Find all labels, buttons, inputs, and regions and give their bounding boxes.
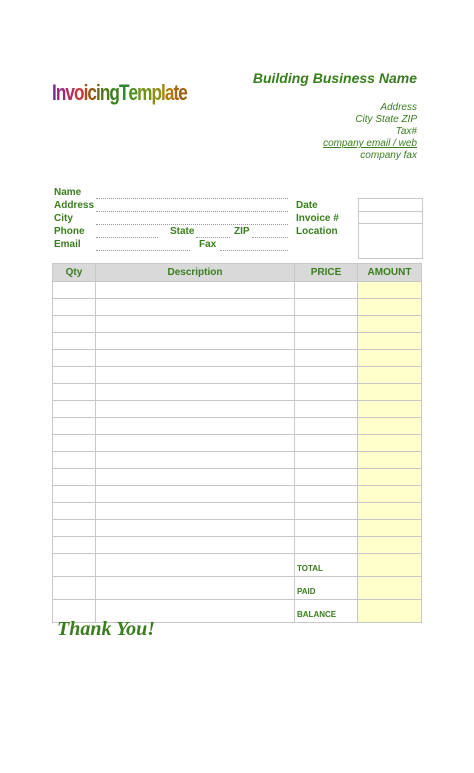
logo-letter: i: [83, 80, 88, 105]
item-amount-cell[interactable]: [358, 333, 422, 350]
logo-letter: v: [65, 80, 75, 105]
table-row: [53, 469, 422, 486]
phone-field[interactable]: [96, 237, 158, 238]
bill-to-email-label: Email: [54, 239, 81, 250]
item-amount-cell[interactable]: [358, 418, 422, 435]
item-description-cell[interactable]: [96, 520, 295, 537]
date-field[interactable]: [358, 198, 423, 212]
item-price-cell[interactable]: [295, 282, 358, 299]
item-amount-cell[interactable]: [358, 401, 422, 418]
item-qty-cell[interactable]: [53, 367, 96, 384]
table-row: [53, 299, 422, 316]
item-price-cell[interactable]: [295, 435, 358, 452]
item-amount-cell[interactable]: [358, 486, 422, 503]
item-price-cell[interactable]: [295, 401, 358, 418]
item-amount-cell[interactable]: [358, 469, 422, 486]
logo-letter: l: [161, 80, 165, 105]
logo-letter: p: [151, 80, 162, 105]
state-field[interactable]: [196, 237, 230, 238]
logo-letter: o: [74, 80, 84, 105]
table-row: [53, 486, 422, 503]
item-amount-cell[interactable]: [358, 537, 422, 554]
description-header: Description: [96, 264, 295, 282]
item-price-cell[interactable]: [295, 367, 358, 384]
bill-to-city-label: City: [54, 213, 73, 224]
item-qty-cell[interactable]: [53, 282, 96, 299]
item-description-cell[interactable]: [96, 401, 295, 418]
item-description-cell[interactable]: [96, 537, 295, 554]
logo-letter: n: [99, 80, 110, 105]
city-field[interactable]: [96, 224, 288, 225]
item-price-cell[interactable]: [295, 469, 358, 486]
item-amount-cell[interactable]: [358, 384, 422, 401]
item-price-cell[interactable]: [295, 384, 358, 401]
item-qty-cell[interactable]: [53, 350, 96, 367]
bill-to-name-label: Name: [54, 187, 82, 198]
zip-field[interactable]: [252, 237, 288, 238]
item-qty-cell[interactable]: [53, 537, 96, 554]
item-qty-cell[interactable]: [53, 333, 96, 350]
item-amount-cell[interactable]: [358, 299, 422, 316]
business-email-web[interactable]: company email / web: [323, 138, 417, 149]
logo-letter: T: [118, 80, 129, 105]
date-label: Date: [296, 200, 318, 211]
item-amount-cell[interactable]: [358, 435, 422, 452]
business-tax: Tax#: [395, 126, 417, 137]
item-qty-cell[interactable]: [53, 316, 96, 333]
item-price-cell[interactable]: [295, 503, 358, 520]
item-qty-cell[interactable]: [53, 401, 96, 418]
item-description-cell[interactable]: [96, 469, 295, 486]
item-qty-cell[interactable]: [53, 486, 96, 503]
item-description-cell[interactable]: [96, 333, 295, 350]
price-header: PRICE: [295, 264, 358, 282]
item-description-cell[interactable]: [96, 503, 295, 520]
logo-letter: I: [52, 80, 56, 105]
item-price-cell[interactable]: [295, 333, 358, 350]
table-cell[interactable]: [96, 577, 295, 600]
paid-label: PAID: [295, 577, 358, 600]
logo-letter: g: [109, 80, 119, 105]
item-qty-cell[interactable]: [53, 469, 96, 486]
bill-to-state-label: State: [170, 226, 195, 237]
item-description-cell[interactable]: [96, 350, 295, 367]
item-qty-cell[interactable]: [53, 418, 96, 435]
item-description-cell[interactable]: [96, 418, 295, 435]
bill-to-zip-label: ZIP: [234, 226, 250, 237]
table-row: [53, 401, 422, 418]
logo-letter: a: [164, 80, 174, 105]
name-field[interactable]: [96, 198, 288, 199]
invoice-items-table: [52, 263, 422, 623]
table-row: [53, 333, 422, 350]
total-row: [53, 554, 422, 577]
table-row: [53, 350, 422, 367]
balance-label: BALANCE: [295, 600, 358, 623]
item-qty-cell[interactable]: [53, 520, 96, 537]
item-price-cell[interactable]: [295, 350, 358, 367]
item-price-cell[interactable]: [295, 452, 358, 469]
item-amount-cell[interactable]: [358, 503, 422, 520]
item-qty-cell[interactable]: [53, 384, 96, 401]
item-amount-cell[interactable]: [358, 316, 422, 333]
fax-field[interactable]: [220, 250, 288, 251]
bill-to-fax-label: Fax: [199, 239, 217, 250]
item-qty-cell[interactable]: [53, 299, 96, 316]
logo-letter: n: [55, 80, 66, 105]
item-qty-cell[interactable]: [53, 435, 96, 452]
total-label: TOTAL: [295, 554, 358, 577]
item-price-cell[interactable]: [295, 316, 358, 333]
table-row: [53, 384, 422, 401]
item-description-cell[interactable]: [96, 486, 295, 503]
table-cell[interactable]: [53, 554, 96, 577]
item-description-cell[interactable]: [96, 282, 295, 299]
thank-you-message: Thank You!: [57, 618, 156, 640]
table-row: [53, 316, 422, 333]
qty-header: Qty: [53, 264, 96, 282]
table-row: [53, 282, 422, 299]
total-amount-cell[interactable]: [358, 554, 422, 577]
item-description-cell[interactable]: [96, 316, 295, 333]
item-price-cell[interactable]: [295, 486, 358, 503]
item-description-cell[interactable]: [96, 384, 295, 401]
item-price-cell[interactable]: [295, 299, 358, 316]
item-amount-cell[interactable]: [358, 367, 422, 384]
logo-letter: e: [178, 80, 187, 105]
item-amount-cell[interactable]: [358, 350, 422, 367]
balance-amount-cell[interactable]: [358, 600, 422, 623]
logo-letter: i: [96, 80, 100, 105]
logo-letter: c: [87, 80, 97, 105]
table-row: [53, 418, 422, 435]
table-cell[interactable]: [96, 554, 295, 577]
business-address: Address: [380, 102, 417, 113]
item-price-cell[interactable]: [295, 520, 358, 537]
location-label: Location: [296, 226, 338, 237]
item-amount-cell[interactable]: [358, 282, 422, 299]
location-field[interactable]: [358, 224, 423, 259]
invoice-number-field[interactable]: [358, 211, 423, 224]
logo-letter: t: [173, 80, 179, 105]
table-row: [53, 537, 422, 554]
paid-row: [53, 577, 422, 600]
address-field[interactable]: [96, 211, 288, 212]
item-qty-cell[interactable]: [53, 452, 96, 469]
table-row: [53, 520, 422, 537]
item-description-cell[interactable]: [96, 452, 295, 469]
item-description-cell[interactable]: [96, 299, 295, 316]
table-row: [53, 367, 422, 384]
item-amount-cell[interactable]: [358, 452, 422, 469]
item-description-cell[interactable]: [96, 367, 295, 384]
table-header-row: [53, 264, 422, 282]
table-cell[interactable]: [53, 577, 96, 600]
table-row: [53, 503, 422, 520]
business-city-state-zip: City State ZIP: [355, 114, 417, 125]
item-description-cell[interactable]: [96, 435, 295, 452]
item-price-cell[interactable]: [295, 418, 358, 435]
email-field[interactable]: [96, 250, 190, 251]
item-price-cell[interactable]: [295, 537, 358, 554]
item-qty-cell[interactable]: [53, 503, 96, 520]
logo-letter: e: [128, 80, 138, 105]
amount-header: AMOUNT: [358, 264, 422, 282]
bill-to-address-label: Address: [54, 200, 95, 211]
item-amount-cell[interactable]: [358, 520, 422, 537]
business-name: Building Business Name: [252, 70, 417, 86]
invoicing-template-logo: [52, 80, 187, 106]
table-row: [53, 435, 422, 452]
logo-letter: m: [137, 80, 152, 105]
table-row: [53, 452, 422, 469]
bill-to-phone-label: Phone: [54, 226, 85, 237]
business-fax: company fax: [360, 150, 417, 161]
invoice-number-label: Invoice #: [296, 213, 339, 224]
paid-amount-cell[interactable]: [358, 577, 422, 600]
